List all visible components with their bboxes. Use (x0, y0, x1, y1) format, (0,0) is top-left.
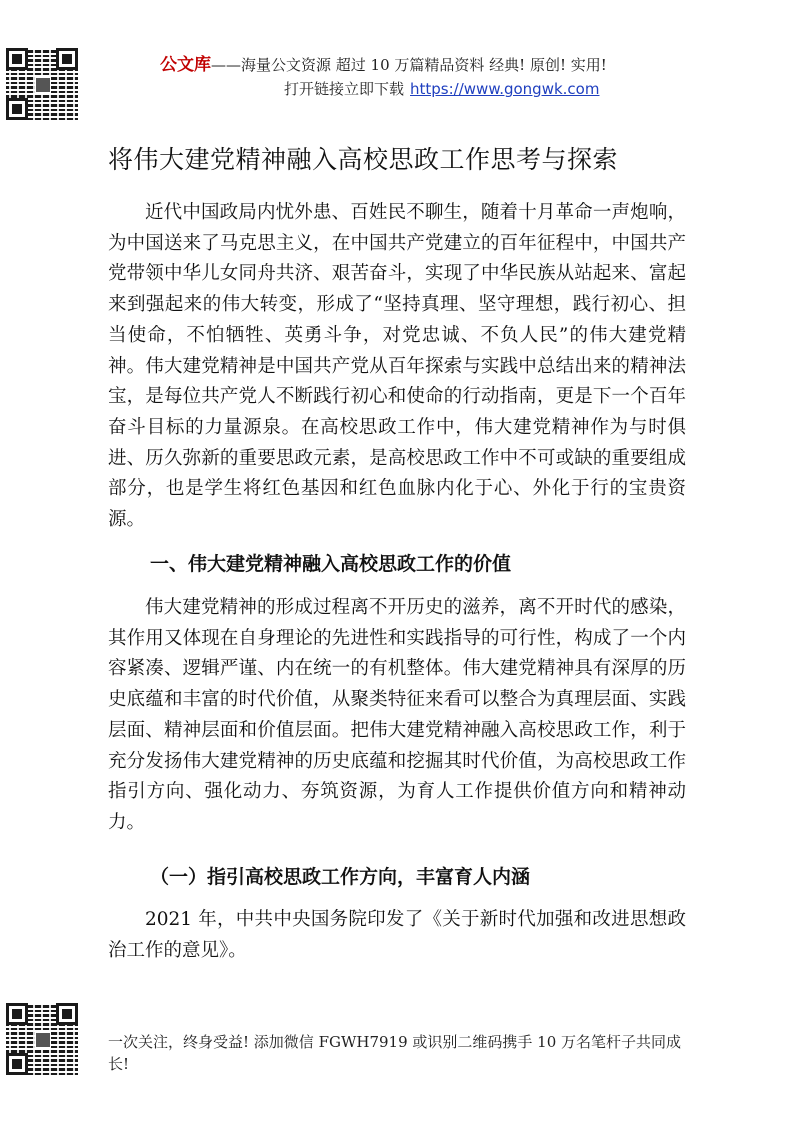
qr-logo-icon (35, 1032, 51, 1048)
section-heading: 一、伟大建党精神融入高校思政工作的价值 (150, 553, 512, 575)
qr-finder-icon (6, 98, 28, 120)
footer-qr-code-icon[interactable] (6, 1003, 78, 1075)
download-text: 打开链接立即下载 (284, 80, 405, 98)
qr-finder-icon (56, 1003, 78, 1025)
brand-name: 公文库 (160, 55, 211, 75)
body-paragraph: 伟大建党精神的形成过程离不开历史的滋养，离不开时代的感染，其作用又体现在自身理论的先进性和实践指导的可行性，构成了一个内容紧凑、逻辑严谨、内在统一的有机整体。伟大建党精神具有深厚的历史底蕴和丰富的时代价值，从聚类特征来看可以整合为真理层面、实践层面、精神层面和价值层面。把伟大建党精神融入高校思政工作，利于充分发扬伟大建党精神的历史底蕴和挖掘其时代价值，为高校思政工作指引方向、强化动力、夯筑资源，为育人工作提供价值方向和精神动力。 (108, 597, 686, 833)
document-title: 将伟大建党精神融入高校思政工作思考与探索 (108, 145, 619, 174)
qr-code-icon[interactable] (6, 48, 78, 120)
body-paragraph: 2021 年，中共中央国务院印发了《关于新时代加强和改进思想政治工作的意见》。 (108, 909, 686, 961)
header-download-line (284, 78, 599, 99)
qr-logo-icon (35, 77, 51, 93)
qr-finder-icon (56, 48, 78, 70)
footer-text: 一次关注，终身受益! 添加微信 FGWH7919 或识别二维码携手 10 万名笔杆子共同成长! (108, 1033, 682, 1073)
qr-finder-icon (6, 1053, 28, 1075)
qr-finder-icon (6, 1003, 28, 1025)
body-paragraph: 近代中国政局内忧外患、百姓民不聊生，随着十月革命一声炮响，为中国送来了马克思主义，在中国共产党建立的百年征程中，中国共产党带领中华儿女同舟共济、艰苦奋斗，实现了中华民族从站起来、富起来到强起来的伟大转变，形成了“坚持真理、坚守理想，践行初心、担当使命，不怕牺牲、英勇斗争，对党忠诚、不负人民”的伟大建党精神。伟大建党精神是中国共产党从百年探索与实践中总结出来的精神法宝，是每位共产党人不断践行初心和使命的行动指南，更是下一个百年奋斗目标的力量源泉。在高校思政工作中，伟大建党精神作为与时俱进、历久弥新的重要思政元素，是高校思政工作中不可或缺的重要组成部分，也是学生将红色基因和红色血脉内化于心、外化于行的宝贵资源。 (108, 202, 686, 531)
header-tagline-line (160, 50, 607, 75)
website-link[interactable]: https://www.gongwk.com (410, 80, 600, 98)
header-tagline: ——海量公文资源 超过 10 万篇精品资料 经典! 原创! 实用! (211, 56, 607, 74)
qr-finder-icon (6, 48, 28, 70)
subsection-heading: （一）指引高校思政工作方向，丰富育人内涵 (150, 866, 531, 888)
